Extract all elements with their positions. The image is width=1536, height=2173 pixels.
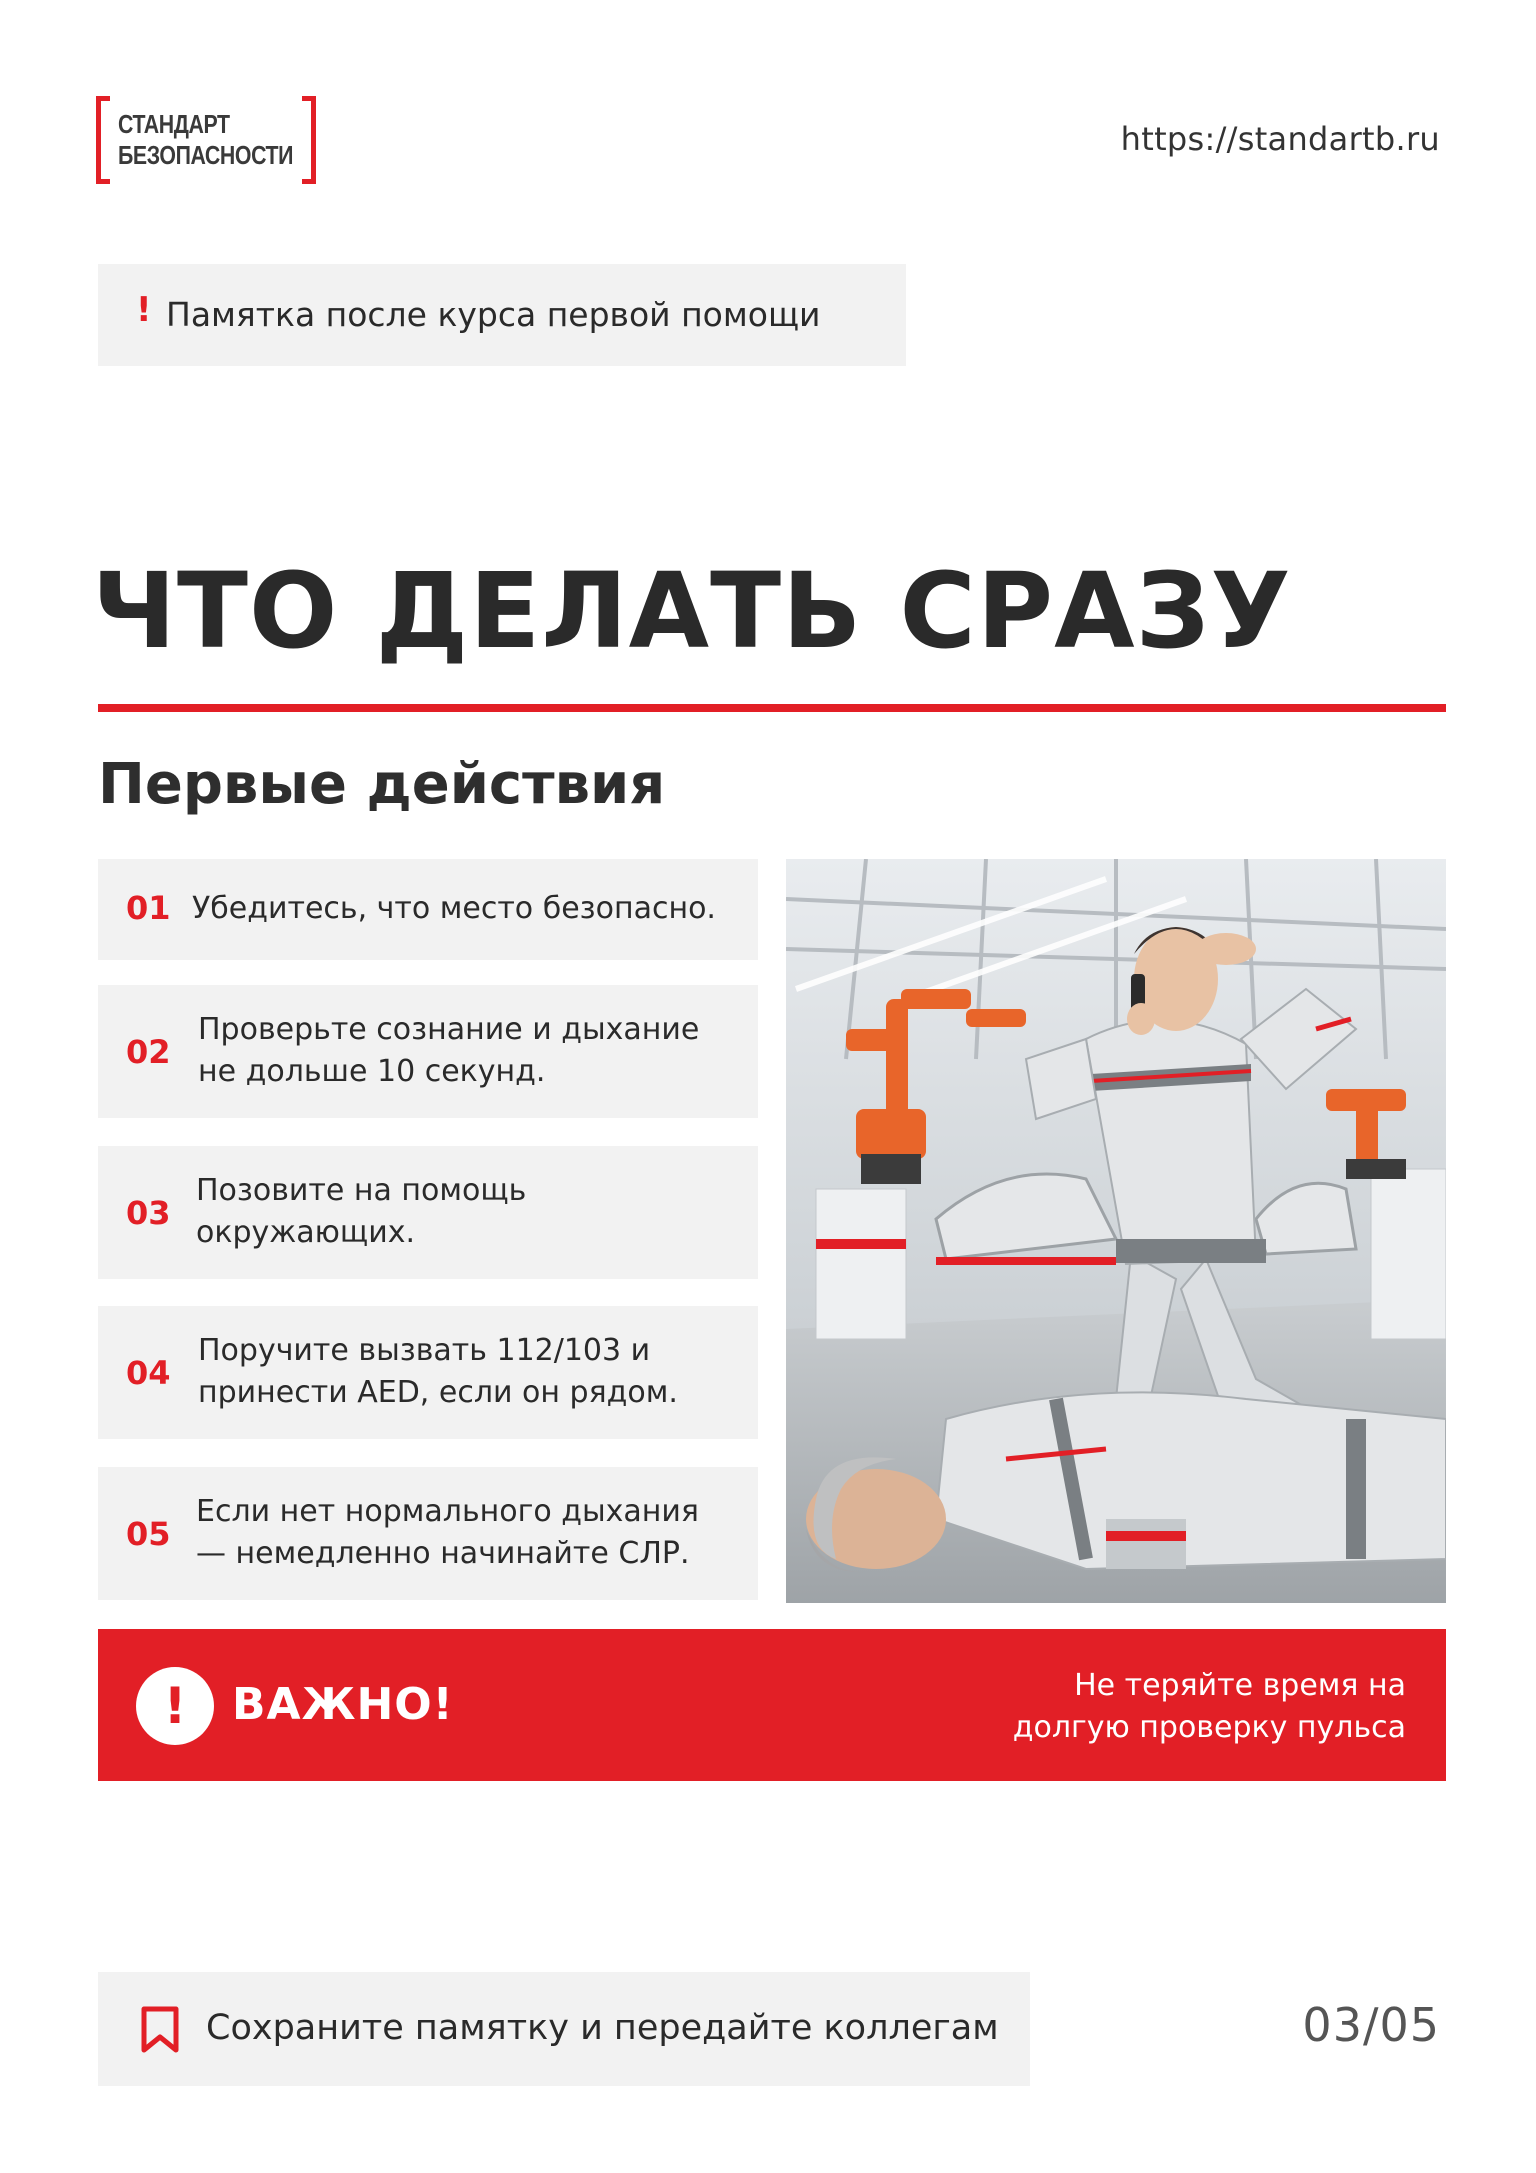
logo-bracket-right <box>302 96 316 184</box>
step-text: Позовите на помощь окружающих. <box>196 1173 527 1250</box>
step-item-03 <box>98 1146 758 1279</box>
logo-line-1: СТАНДАРТ <box>118 109 230 139</box>
page-title: ЧТО ДЕЛАТЬ СРАЗУ <box>92 550 1292 672</box>
step-number: 01 <box>126 889 171 927</box>
step-text: Проверьте сознание и дыхание не дольше 10 секунд. <box>198 1012 700 1089</box>
factory-first-aid-photo <box>786 859 1446 1603</box>
bookmark-icon <box>140 2006 180 2058</box>
page-number: 03/05 <box>1302 1998 1440 2052</box>
step-number: 04 <box>126 1354 171 1392</box>
memo-banner <box>98 264 906 366</box>
step-number: 02 <box>126 1033 171 1071</box>
step-item-01 <box>98 859 758 960</box>
exclamation-icon: ! <box>136 290 152 330</box>
step-item-02 <box>98 985 758 1118</box>
step-number: 03 <box>126 1194 171 1232</box>
brand-logo <box>96 96 316 184</box>
step-item-05 <box>98 1467 758 1600</box>
memo-banner-text: Памятка после курса первой помощи <box>166 295 821 334</box>
alert-mark: ! <box>163 1677 187 1735</box>
site-url-link[interactable]: https://standartb.ru <box>1120 120 1440 158</box>
save-memo-text: Сохраните памятку и передайте коллегам <box>206 2008 999 2048</box>
logo-line-2: БЕЗОПАСНОСТИ <box>118 140 294 170</box>
title-divider <box>98 704 1446 712</box>
step-text: Убедитесь, что место безопасно. <box>192 891 716 926</box>
important-note: Не теряйте время на долгую проверку пульса <box>1012 1668 1406 1745</box>
important-label: ВАЖНО! <box>232 1679 454 1730</box>
step-text: Поручите вызвать 112/103 и принести AED, если он рядом. <box>198 1333 678 1410</box>
section-title: Первые действия <box>98 752 666 817</box>
important-callout <box>98 1629 1446 1781</box>
logo-bracket-left <box>96 96 110 184</box>
step-item-04 <box>98 1306 758 1439</box>
step-number: 05 <box>126 1515 171 1553</box>
alert-circle-icon <box>136 1667 214 1745</box>
save-memo-banner <box>98 1972 1030 2086</box>
step-text: Если нет нормального дыхания — немедленно начинайте СЛР. <box>196 1494 699 1571</box>
